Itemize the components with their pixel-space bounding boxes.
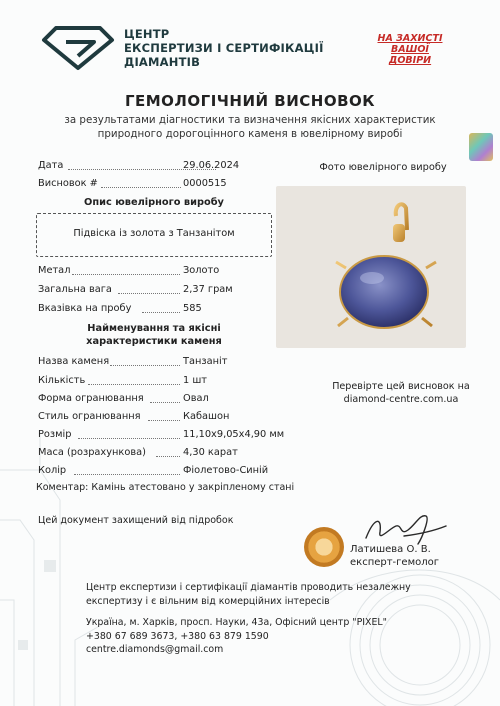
conclusion-number-label: Висновок #	[38, 178, 98, 189]
subtitle-line-2: природного дорогоцінного каменя в ювелірному виробі	[97, 128, 403, 140]
date-value: 29.06.2024	[183, 160, 240, 171]
stone-prop-size	[38, 429, 298, 442]
comment-value: Камінь атестовано у закріпленому стані	[91, 482, 295, 493]
footer-address: Україна, м. Харків, просп. Науки, 43а, Офісний центр "PIXEL"	[86, 617, 387, 628]
cut-style-value: Кабашон	[183, 411, 230, 422]
org-line-3: ДІАМАНТІВ	[124, 55, 201, 69]
mass-value: 4,30 карат	[183, 447, 238, 458]
stone-name-value: Танзаніт	[183, 356, 228, 367]
slogan-line-1: НА ЗАХИСТІ	[377, 33, 443, 44]
size-value: 11,10x9,05x4,90 мм	[183, 429, 285, 440]
diamond-logo-icon	[38, 22, 118, 72]
metal-label: Метал	[38, 265, 71, 276]
item-prop-weight	[38, 284, 278, 297]
comment-label: Коментар:	[36, 482, 89, 493]
date-label: Дата	[38, 160, 64, 171]
metal-value: Золото	[183, 265, 220, 276]
color-label: Колір	[38, 465, 67, 476]
size-label: Розмір	[38, 429, 72, 440]
item-description: Підвіска із золота з Танзанітом	[73, 228, 235, 239]
hallmark-value: 585	[183, 303, 202, 314]
gold-seal-icon	[304, 527, 344, 567]
hologram-sticker-icon	[469, 133, 493, 161]
quantity-label: Кількість	[38, 375, 86, 386]
stone-prop-color	[38, 465, 298, 478]
subtitle-line-1: за результатами діагностики та визначення якісних характеристик	[64, 114, 436, 126]
cut-shape-value: Овал	[183, 393, 209, 404]
document-subtitle	[30, 113, 470, 141]
slogan-stamp	[372, 33, 448, 66]
item-prop-metal	[38, 265, 278, 278]
stone-name-label: Назва каменя	[38, 356, 110, 367]
hallmark-label: Вказівка на пробу	[38, 303, 132, 314]
stone-section-title	[36, 322, 272, 348]
verify-website-link[interactable]: diamond-centre.com.ua	[343, 394, 459, 405]
cut-shape-label: Форма огранювання	[38, 393, 144, 404]
cut-style-label: Стиль огранювання	[38, 411, 141, 422]
stone-prop-cut-style	[38, 411, 298, 424]
slogan-line-2: ВАШОЇ	[391, 44, 429, 55]
item-description-box	[36, 213, 272, 257]
photo-label: Фото ювелірного виробу	[319, 162, 447, 173]
expert-block	[350, 543, 439, 569]
slogan-line-3: ДОВІРИ	[388, 55, 432, 66]
footer-line-2: експертизу і є вільним від комерційних інтересів	[86, 595, 330, 607]
expert-name: Латишева О. В.	[350, 544, 431, 555]
footer-line-1: Центр експертизи і сертифікації діамантів проводить незалежну	[86, 582, 411, 593]
footer-email[interactable]: centre.diamonds@gmail.com	[86, 644, 224, 655]
stone-section-line-1: Найменування та якісні	[87, 323, 221, 334]
expert-role: експерт-гемолог	[350, 557, 439, 568]
stone-prop-mass	[38, 447, 298, 460]
quantity-value: 1 шт	[183, 375, 208, 386]
verify-note	[318, 380, 484, 406]
document-title: ГЕМОЛОГІЧНИЙ ВИСНОВОК	[124, 92, 376, 110]
verify-line-1: Перевірте цей висновок на	[332, 381, 470, 392]
item-prop-hallmark	[38, 303, 278, 316]
stone-section-line-2: характеристики каменя	[86, 336, 222, 347]
organization-name	[124, 27, 324, 69]
weight-value: 2,37 грам	[183, 284, 233, 295]
footer-phones: +380 67 689 3673, +380 63 879 1590	[86, 630, 269, 642]
jewelry-photo	[276, 186, 466, 348]
meta-row-date	[38, 160, 238, 173]
color-value: Фіолетово-Синій	[183, 465, 269, 476]
weight-label: Загальна вага	[38, 284, 112, 295]
stone-prop-quantity	[38, 375, 298, 388]
meta-row-number	[38, 178, 238, 191]
anti-forgery-note: Цей документ захищений від підробок	[38, 515, 234, 526]
org-line-1: ЦЕНТР	[124, 27, 170, 41]
conclusion-number-value: 0000515	[183, 178, 227, 189]
mass-label: Маса (розрахункова)	[38, 447, 146, 458]
stone-prop-name	[38, 356, 298, 369]
comment-line	[36, 482, 294, 493]
footer-info	[86, 581, 411, 657]
stone-prop-cut-shape	[38, 393, 298, 406]
item-section-title: Опис ювелірного виробу	[84, 197, 224, 208]
org-line-2: ЕКСПЕРТИЗИ І СЕРТИФІКАЦІЇ	[124, 41, 324, 55]
tanzanite-pendant-icon	[276, 186, 466, 348]
